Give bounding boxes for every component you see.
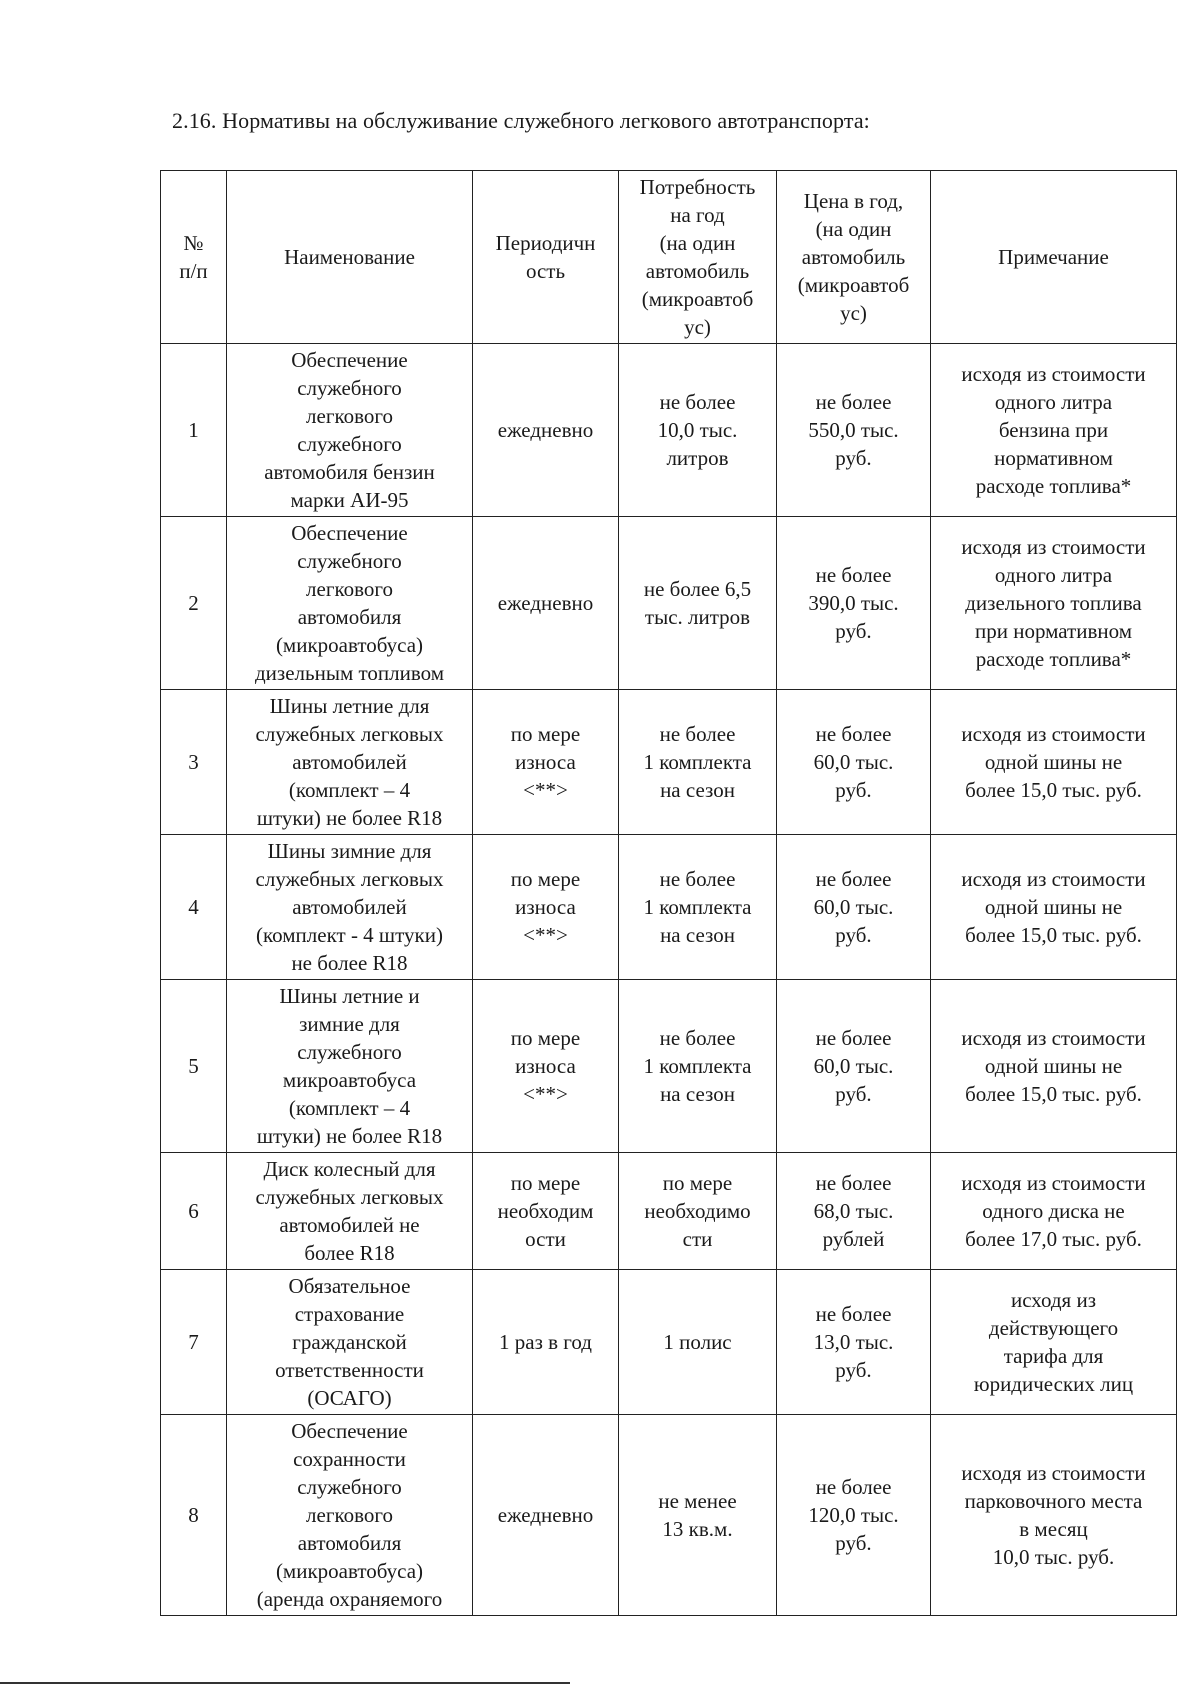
cell-price: не более 60,0 тыс. руб. (777, 835, 931, 980)
cell-name: Шины летние для служебных легковых автомобилей (комплект – 4 штуки) не более R18 (227, 690, 473, 835)
table-row (161, 344, 1177, 517)
cell-note: исходя из действующего тарифа для юридических лиц (931, 1270, 1177, 1415)
cell-price: не более 68,0 тыс. рублей (777, 1153, 931, 1270)
cell-note: исходя из стоимости одного литра дизельного топлива при нормативном расходе топлива* (931, 517, 1177, 690)
cell-name: Шины летние и зимние для служебного микроавтобуса (комплект – 4 штуки) не более R18 (227, 980, 473, 1153)
header-price: Цена в год, (на один автомобиль (микроавтоб ус) (777, 171, 931, 344)
cell-name: Обеспечение служебного легкового служебного автомобиля бензин марки АИ-95 (227, 344, 473, 517)
table-row (161, 835, 1177, 980)
cell-price: не более 120,0 тыс. руб. (777, 1415, 931, 1616)
section-heading: 2.16. Нормативы на обслуживание служебного легкового автотранспорта: (172, 108, 870, 133)
cell-period: по мере износа <**> (473, 980, 619, 1153)
cell-name: Обеспечение служебного легкового автомобиля (микроавтобуса) дизельным топливом (227, 517, 473, 690)
table-body (161, 344, 1177, 1616)
table-row (161, 517, 1177, 690)
cell-need: по мере необходимо сти (619, 1153, 777, 1270)
header-num: № п/п (161, 171, 227, 344)
header-note: Примечание (931, 171, 1177, 344)
cell-need: 1 полис (619, 1270, 777, 1415)
cell-num: 2 (161, 517, 227, 690)
cell-price: не более 60,0 тыс. руб. (777, 690, 931, 835)
cell-num: 4 (161, 835, 227, 980)
cell-need: не более 1 комплекта на сезон (619, 690, 777, 835)
cell-note: исходя из стоимости одной шины не более 15,0 тыс. руб. (931, 690, 1177, 835)
cell-period: ежедневно (473, 344, 619, 517)
cell-name: Диск колесный для служебных легковых автомобилей не более R18 (227, 1153, 473, 1270)
cell-name: Обеспечение сохранности служебного легкового автомобиля (микроавтобуса) (аренда охраняемого (227, 1415, 473, 1616)
cell-note: исходя из стоимости одной шины не более 15,0 тыс. руб. (931, 980, 1177, 1153)
cell-num: 5 (161, 980, 227, 1153)
cell-period: ежедневно (473, 517, 619, 690)
cell-note: исходя из стоимости одного литра бензина при нормативном расходе топлива* (931, 344, 1177, 517)
cell-need: не более 1 комплекта на сезон (619, 835, 777, 980)
cell-note: исходя из стоимости одного диска не более 17,0 тыс. руб. (931, 1153, 1177, 1270)
table-row (161, 690, 1177, 835)
cell-period: ежедневно (473, 1415, 619, 1616)
cell-need: не более 10,0 тыс. литров (619, 344, 777, 517)
cell-num: 6 (161, 1153, 227, 1270)
cell-price: не более 60,0 тыс. руб. (777, 980, 931, 1153)
cell-num: 3 (161, 690, 227, 835)
cell-num: 8 (161, 1415, 227, 1616)
table-row (161, 1153, 1177, 1270)
cell-name: Обязательное страхование гражданской ответственности (ОСАГО) (227, 1270, 473, 1415)
cell-price: не более 13,0 тыс. руб. (777, 1270, 931, 1415)
cell-note: исходя из стоимости одной шины не более 15,0 тыс. руб. (931, 835, 1177, 980)
cell-period: по мере необходим ости (473, 1153, 619, 1270)
table-row (161, 980, 1177, 1153)
cell-num: 7 (161, 1270, 227, 1415)
cell-name: Шины зимние для служебных легковых автомобилей (комплект - 4 штуки) не более R18 (227, 835, 473, 980)
cell-need: не менее 13 кв.м. (619, 1415, 777, 1616)
header-name: Наименование (227, 171, 473, 344)
cell-period: 1 раз в год (473, 1270, 619, 1415)
table-row (161, 1415, 1177, 1616)
table-header-row (161, 171, 1177, 344)
cell-note: исходя из стоимости парковочного места в месяц 10,0 тыс. руб. (931, 1415, 1177, 1616)
table-row (161, 1270, 1177, 1415)
cell-need: не более 6,5 тыс. литров (619, 517, 777, 690)
cell-period: по мере износа <**> (473, 835, 619, 980)
cell-price: не более 390,0 тыс. руб. (777, 517, 931, 690)
cell-need: не более 1 комплекта на сезон (619, 980, 777, 1153)
norms-table (160, 170, 1177, 1616)
cell-period: по мере износа <**> (473, 690, 619, 835)
cell-price: не более 550,0 тыс. руб. (777, 344, 931, 517)
header-period: Периодичн ость (473, 171, 619, 344)
header-need: Потребность на год (на один автомобиль (микроавтоб ус) (619, 171, 777, 344)
cell-num: 1 (161, 344, 227, 517)
footnote-separator-line (0, 1682, 570, 1684)
